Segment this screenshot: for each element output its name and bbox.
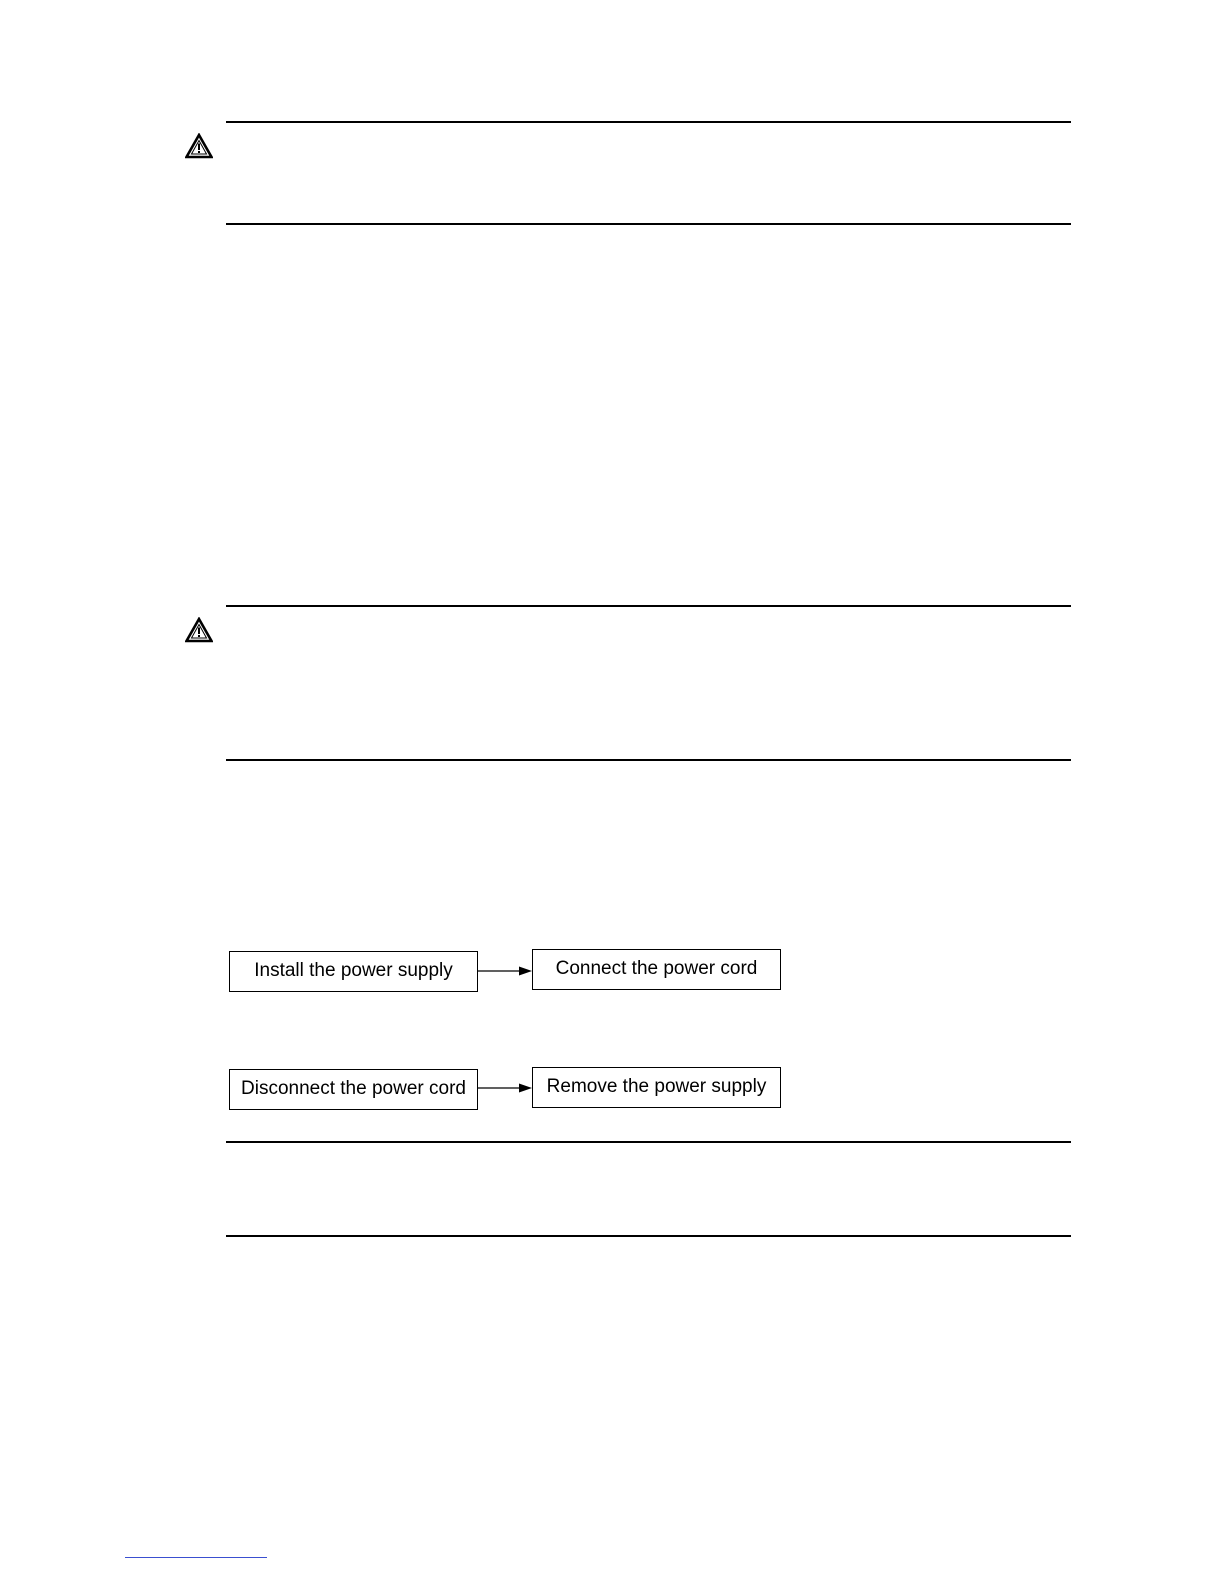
footnote-separator — [125, 1557, 267, 1558]
flow-arrow-right-icon — [477, 1082, 533, 1094]
warning-triangle-icon — [185, 617, 213, 643]
flow-step-disconnect-power-cord: Disconnect the power cord — [229, 1069, 478, 1110]
note-top-rule — [226, 1141, 1071, 1143]
flow-step-connect-power-cord: Connect the power cord — [532, 949, 781, 990]
flow-step-remove-power-supply: Remove the power supply — [532, 1067, 781, 1108]
note-bottom-rule — [226, 1235, 1071, 1237]
warning-top-rule — [226, 605, 1071, 607]
flow-arrow-right-icon — [477, 965, 533, 977]
warning-triangle-icon — [185, 133, 213, 159]
warning-bottom-rule — [226, 223, 1071, 225]
warning-bottom-rule — [226, 759, 1071, 761]
flow-step-install-power-supply: Install the power supply — [229, 951, 478, 992]
warning-top-rule — [226, 121, 1071, 123]
